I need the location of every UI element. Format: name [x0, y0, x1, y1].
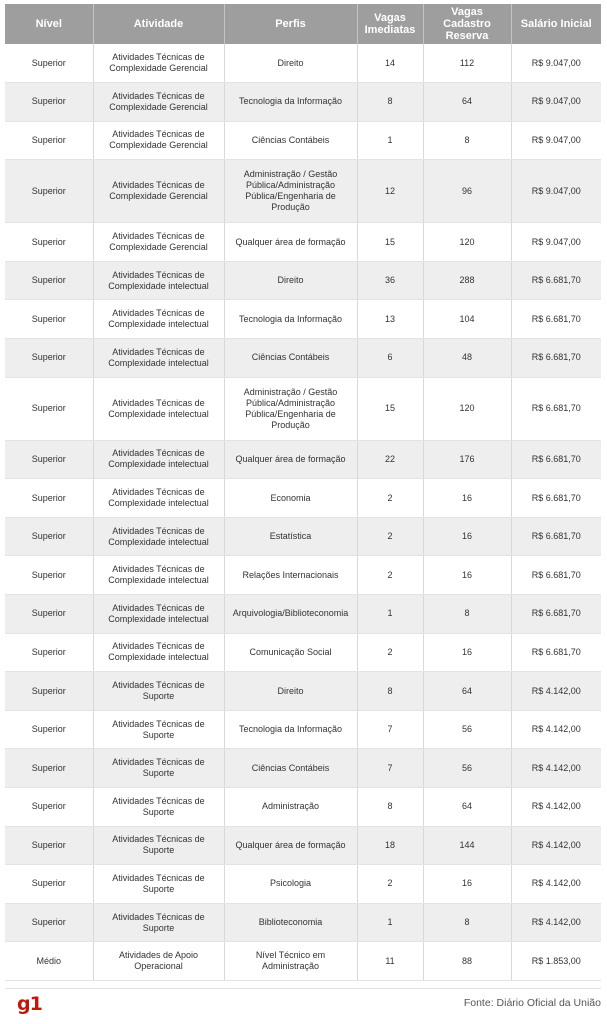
table-row	[5, 44, 601, 83]
cell-vagas-reserva: 16	[423, 479, 511, 518]
cell-vagas-reserva: 16	[423, 517, 511, 556]
cell-atividade: Atividades Técnicas de Suporte	[93, 826, 224, 865]
cell-vagas-imediatas: 8	[357, 788, 423, 827]
table-row	[5, 440, 601, 479]
cell-perfil: Ciências Contábeis	[224, 749, 357, 788]
cell-salario: R$ 4.142,00	[511, 672, 601, 711]
cell-perfil: Administração / Gestão Pública/Administração Pública/Engenharia de Produção	[224, 377, 357, 440]
cell-salario: R$ 6.681,70	[511, 595, 601, 634]
cell-nivel: Superior	[5, 44, 93, 83]
table-row	[5, 942, 601, 981]
cell-nivel: Superior	[5, 672, 93, 711]
cell-nivel: Superior	[5, 223, 93, 262]
cell-salario: R$ 6.681,70	[511, 517, 601, 556]
cell-vagas-imediatas: 36	[357, 261, 423, 300]
cell-nivel: Superior	[5, 903, 93, 942]
cell-perfil: Arquivologia/Biblioteconomia	[224, 595, 357, 634]
cell-salario: R$ 9.047,00	[511, 44, 601, 83]
cell-vagas-reserva: 64	[423, 788, 511, 827]
cell-perfil: Qualquer área de formação	[224, 223, 357, 262]
table-row	[5, 121, 601, 160]
cell-salario: R$ 6.681,70	[511, 339, 601, 378]
cell-perfil: Administração / Gestão Pública/Administração Pública/Engenharia de Produção	[224, 160, 357, 223]
vacancies-table	[5, 4, 601, 981]
table-row	[5, 826, 601, 865]
cell-vagas-imediatas: 7	[357, 710, 423, 749]
cell-atividade: Atividades Técnicas de Complexidade intelectual	[93, 339, 224, 378]
cell-salario: R$ 9.047,00	[511, 83, 601, 122]
cell-salario: R$ 4.142,00	[511, 826, 601, 865]
cell-atividade: Atividades Técnicas de Complexidade intelectual	[93, 633, 224, 672]
table-row	[5, 223, 601, 262]
cell-atividade: Atividades Técnicas de Complexidade Gerencial	[93, 83, 224, 122]
cell-nivel: Superior	[5, 479, 93, 518]
cell-vagas-reserva: 64	[423, 83, 511, 122]
cell-atividade: Atividades Técnicas de Complexidade intelectual	[93, 300, 224, 339]
cell-atividade: Atividades Técnicas de Complexidade Gerencial	[93, 223, 224, 262]
cell-nivel: Médio	[5, 942, 93, 981]
cell-perfil: Administração	[224, 788, 357, 827]
cell-atividade: Atividades Técnicas de Complexidade intelectual	[93, 377, 224, 440]
cell-nivel: Superior	[5, 377, 93, 440]
cell-atividade: Atividades Técnicas de Suporte	[93, 672, 224, 711]
cell-nivel: Superior	[5, 633, 93, 672]
cell-vagas-reserva: 64	[423, 672, 511, 711]
cell-perfil: Nível Técnico em Administração	[224, 942, 357, 981]
header-atividade: Atividade	[93, 4, 224, 44]
cell-perfil: Qualquer área de formação	[224, 440, 357, 479]
table-row	[5, 517, 601, 556]
cell-vagas-imediatas: 8	[357, 672, 423, 711]
cell-vagas-imediatas: 11	[357, 942, 423, 981]
cell-vagas-reserva: 16	[423, 556, 511, 595]
cell-perfil: Ciências Contábeis	[224, 121, 357, 160]
cell-vagas-reserva: 120	[423, 377, 511, 440]
table-row	[5, 479, 601, 518]
cell-salario: R$ 6.681,70	[511, 377, 601, 440]
cell-perfil: Qualquer área de formação	[224, 826, 357, 865]
cell-atividade: Atividades Técnicas de Suporte	[93, 749, 224, 788]
cell-vagas-imediatas: 2	[357, 865, 423, 904]
table-row	[5, 160, 601, 223]
table-row	[5, 865, 601, 904]
table-row	[5, 377, 601, 440]
cell-vagas-imediatas: 6	[357, 339, 423, 378]
cell-vagas-imediatas: 1	[357, 121, 423, 160]
cell-atividade: Atividades Técnicas de Suporte	[93, 788, 224, 827]
table-header-row	[5, 4, 601, 44]
cell-salario: R$ 4.142,00	[511, 788, 601, 827]
cell-atividade: Atividades de Apoio Operacional	[93, 942, 224, 981]
cell-nivel: Superior	[5, 788, 93, 827]
cell-nivel: Superior	[5, 865, 93, 904]
cell-atividade: Atividades Técnicas de Suporte	[93, 903, 224, 942]
cell-vagas-imediatas: 14	[357, 44, 423, 83]
cell-atividade: Atividades Técnicas de Complexidade Gerencial	[93, 160, 224, 223]
cell-salario: R$ 4.142,00	[511, 903, 601, 942]
cell-atividade: Atividades Técnicas de Complexidade intelectual	[93, 261, 224, 300]
cell-salario: R$ 9.047,00	[511, 121, 601, 160]
cell-nivel: Superior	[5, 261, 93, 300]
cell-salario: R$ 4.142,00	[511, 749, 601, 788]
table-row	[5, 261, 601, 300]
table-row	[5, 556, 601, 595]
cell-salario: R$ 6.681,70	[511, 261, 601, 300]
cell-vagas-reserva: 288	[423, 261, 511, 300]
cell-vagas-reserva: 16	[423, 865, 511, 904]
table-row	[5, 595, 601, 634]
cell-perfil: Biblioteconomia	[224, 903, 357, 942]
cell-vagas-imediatas: 15	[357, 223, 423, 262]
cell-salario: R$ 9.047,00	[511, 223, 601, 262]
cell-salario: R$ 6.681,70	[511, 300, 601, 339]
cell-nivel: Superior	[5, 595, 93, 634]
cell-salario: R$ 6.681,70	[511, 633, 601, 672]
cell-perfil: Direito	[224, 44, 357, 83]
cell-vagas-imediatas: 2	[357, 479, 423, 518]
cell-perfil: Tecnologia da Informação	[224, 300, 357, 339]
cell-vagas-reserva: 16	[423, 633, 511, 672]
table-row	[5, 300, 601, 339]
cell-vagas-imediatas: 2	[357, 517, 423, 556]
header-vagas-imediatas: Vagas Imediatas	[357, 4, 423, 44]
cell-atividade: Atividades Técnicas de Complexidade intelectual	[93, 556, 224, 595]
cell-perfil: Tecnologia da Informação	[224, 83, 357, 122]
cell-vagas-reserva: 8	[423, 903, 511, 942]
cell-vagas-reserva: 144	[423, 826, 511, 865]
cell-nivel: Superior	[5, 440, 93, 479]
cell-atividade: Atividades Técnicas de Complexidade intelectual	[93, 595, 224, 634]
cell-perfil: Tecnologia da Informação	[224, 710, 357, 749]
cell-atividade: Atividades Técnicas de Complexidade Gerencial	[93, 121, 224, 160]
table-row	[5, 339, 601, 378]
cell-perfil: Estatística	[224, 517, 357, 556]
cell-nivel: Superior	[5, 556, 93, 595]
cell-perfil: Relações Internacionais	[224, 556, 357, 595]
cell-vagas-reserva: 112	[423, 44, 511, 83]
cell-vagas-reserva: 56	[423, 749, 511, 788]
cell-vagas-imediatas: 1	[357, 595, 423, 634]
table-row	[5, 788, 601, 827]
g1-logo: g1	[17, 993, 42, 1015]
header-perfis: Perfis	[224, 4, 357, 44]
cell-vagas-reserva: 8	[423, 121, 511, 160]
source-caption: Fonte: Diário Oficial da União	[463, 997, 601, 1009]
cell-vagas-imediatas: 2	[357, 556, 423, 595]
footer-divider	[5, 988, 601, 989]
header-nivel: Nível	[5, 4, 93, 44]
header-salario-inicial: Salário Inicial	[511, 4, 601, 44]
cell-salario: R$ 6.681,70	[511, 479, 601, 518]
cell-salario: R$ 1.853,00	[511, 942, 601, 981]
table-row	[5, 83, 601, 122]
cell-vagas-imediatas: 12	[357, 160, 423, 223]
cell-nivel: Superior	[5, 710, 93, 749]
cell-salario: R$ 9.047,00	[511, 160, 601, 223]
cell-vagas-reserva: 56	[423, 710, 511, 749]
cell-atividade: Atividades Técnicas de Complexidade intelectual	[93, 479, 224, 518]
cell-nivel: Superior	[5, 517, 93, 556]
cell-vagas-imediatas: 15	[357, 377, 423, 440]
cell-vagas-imediatas: 22	[357, 440, 423, 479]
cell-vagas-imediatas: 1	[357, 903, 423, 942]
cell-vagas-reserva: 176	[423, 440, 511, 479]
cell-nivel: Superior	[5, 826, 93, 865]
table-row	[5, 672, 601, 711]
cell-atividade: Atividades Técnicas de Complexidade Gerencial	[93, 44, 224, 83]
table-row	[5, 749, 601, 788]
cell-vagas-reserva: 96	[423, 160, 511, 223]
cell-perfil: Direito	[224, 672, 357, 711]
cell-vagas-imediatas: 8	[357, 83, 423, 122]
cell-vagas-imediatas: 2	[357, 633, 423, 672]
cell-vagas-reserva: 104	[423, 300, 511, 339]
cell-perfil: Ciências Contábeis	[224, 339, 357, 378]
cell-vagas-reserva: 48	[423, 339, 511, 378]
cell-nivel: Superior	[5, 160, 93, 223]
cell-perfil: Direito	[224, 261, 357, 300]
cell-atividade: Atividades Técnicas de Complexidade intelectual	[93, 517, 224, 556]
cell-vagas-reserva: 8	[423, 595, 511, 634]
cell-vagas-reserva: 120	[423, 223, 511, 262]
cell-nivel: Superior	[5, 339, 93, 378]
cell-atividade: Atividades Técnicas de Suporte	[93, 710, 224, 749]
cell-vagas-imediatas: 13	[357, 300, 423, 339]
cell-atividade: Atividades Técnicas de Complexidade intelectual	[93, 440, 224, 479]
header-vagas-cadastro-reserva: Vagas Cadastro Reserva	[423, 4, 511, 44]
cell-salario: R$ 4.142,00	[511, 865, 601, 904]
cell-perfil: Psicologia	[224, 865, 357, 904]
cell-nivel: Superior	[5, 121, 93, 160]
cell-vagas-imediatas: 7	[357, 749, 423, 788]
cell-perfil: Economia	[224, 479, 357, 518]
table-row	[5, 903, 601, 942]
cell-vagas-imediatas: 18	[357, 826, 423, 865]
cell-atividade: Atividades Técnicas de Suporte	[93, 865, 224, 904]
cell-nivel: Superior	[5, 83, 93, 122]
cell-salario: R$ 6.681,70	[511, 556, 601, 595]
table-body	[5, 44, 601, 980]
cell-nivel: Superior	[5, 300, 93, 339]
cell-salario: R$ 6.681,70	[511, 440, 601, 479]
table-row	[5, 633, 601, 672]
table-row	[5, 710, 601, 749]
cell-vagas-reserva: 88	[423, 942, 511, 981]
cell-salario: R$ 4.142,00	[511, 710, 601, 749]
cell-nivel: Superior	[5, 749, 93, 788]
cell-perfil: Comunicação Social	[224, 633, 357, 672]
